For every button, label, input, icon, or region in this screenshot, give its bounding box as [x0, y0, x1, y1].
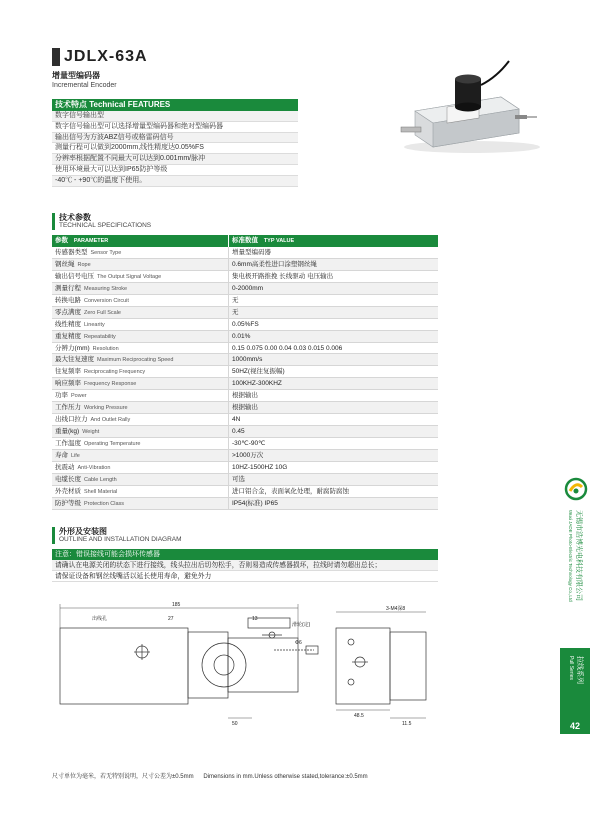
spec-value: 100KHZ-300KHZ: [228, 378, 438, 389]
spec-param: [52, 438, 228, 449]
footer-en: Dimensions in mm.Unless otherwise stated,tolerance:±0.5mm: [203, 774, 368, 780]
feature-item: 数字信号输出型: [52, 111, 298, 122]
spec-param-en: Protection Class: [84, 500, 125, 507]
spec-row: [52, 247, 438, 259]
spec-row: [52, 426, 438, 438]
value-header-en: TYP VALUE: [263, 238, 295, 244]
spec-param: [52, 366, 228, 377]
spec-value: IP54(标准) IP65: [228, 498, 438, 509]
specifications-table: [52, 235, 438, 510]
spec-param-en: Working Pressure: [84, 405, 128, 412]
spec-param: [52, 486, 228, 497]
spec-row: [52, 319, 438, 331]
dim-total: 185: [172, 602, 181, 608]
spec-param-cn: 外壳材质: [55, 487, 81, 495]
spec-row: [52, 438, 438, 450]
param-column-header: [52, 235, 228, 247]
dim-thread: 3-M4深8: [386, 606, 406, 612]
spec-param-en: Weight: [82, 429, 100, 436]
spec-param: [52, 462, 228, 473]
spec-param: [52, 319, 228, 330]
spec-param-cn: 线性精度: [55, 320, 81, 328]
spec-value: >1000万次: [228, 450, 438, 461]
spec-row: [52, 307, 438, 319]
spec-param-en: The Output Signal Voltage: [97, 273, 162, 280]
spec-row: [52, 402, 438, 414]
spec-value: 无: [228, 307, 438, 318]
spec-param: [52, 414, 228, 425]
encoder-disc: [202, 643, 246, 687]
spec-param: [52, 450, 228, 461]
product-photo: [397, 51, 547, 156]
spec-param-en: Anti-Vibration: [77, 464, 111, 471]
pulley-label: 滑轮(定): [292, 622, 311, 628]
spec-param-cn: 分辨力(mm): [55, 344, 90, 352]
spec-param-en: Sensor Type: [90, 250, 122, 256]
company-name-cn: 无锡市浩博光电科技有限公司: [575, 510, 582, 601]
notes-list: [52, 560, 438, 582]
company-name-en: Wuxi JADE Photo-Electric Technology Co.,Ltd: [568, 510, 573, 602]
dim-side: 50: [232, 721, 238, 726]
front-view-body: [60, 628, 188, 704]
spec-param-en: And Outlet Rally: [90, 417, 131, 424]
param-header-en: PARAMETER: [73, 238, 109, 244]
spec-value: 0.45: [228, 426, 438, 437]
outline-drawing: [52, 598, 442, 726]
spec-param: [52, 259, 228, 270]
spec-param-en: Life: [71, 452, 80, 459]
spec-value: 进口铝合金，表面氧化处理，耐腐防腐蚀: [228, 486, 438, 497]
spec-row: [52, 271, 438, 283]
company-logo-icon: [564, 477, 588, 501]
note-line: 请确认在电源关闭的状态下进行接线，线头拉出后切勿松手，否则易造成传感器损坏，拉线时请勿超出总长；: [52, 560, 438, 571]
series-name-en: Pull Series: [568, 656, 574, 680]
product-type-en: Incremental Encoder: [52, 82, 117, 89]
features-heading: 技术特点 Technical FEATURES: [52, 99, 298, 111]
spec-param-en: Frequency Response: [84, 381, 137, 388]
title-block: [52, 48, 148, 89]
spec-value: 10HZ-1500HZ 10G: [228, 462, 438, 473]
spec-param-cn: 工作压力: [55, 404, 81, 412]
technical-features: [52, 99, 298, 187]
spec-value: 1000mm/s: [228, 354, 438, 365]
wiring-notes: [52, 549, 438, 582]
spec-value: 根据输出: [228, 402, 438, 413]
value-header-cn: 标准数值: [232, 237, 258, 244]
spec-param-en: Repeatability: [84, 333, 116, 340]
spec-row: [52, 450, 438, 462]
spec-param-en: Conversion Circuit: [84, 297, 129, 304]
feature-item: -40℃ - +90℃的温度下使用。: [52, 176, 298, 187]
spec-param-cn: 响应频率: [55, 380, 81, 388]
spec-param-cn: 功率: [55, 392, 68, 400]
spec-param-cn: 钢丝绳: [55, 260, 75, 268]
feature-item: 测量行程可以做到2000mm,线性精度达0.05%FS: [52, 143, 298, 154]
dim-right-width: 48.5: [354, 713, 364, 719]
spec-param: [52, 307, 228, 318]
spec-param-cn: 重量(kg): [55, 428, 80, 436]
spec-param-cn: 防护等级: [55, 499, 81, 507]
param-header-cn: 参数: [55, 237, 68, 244]
spec-param-cn: 抗震动: [55, 463, 75, 471]
spec-param: [52, 498, 228, 509]
spec-row: [52, 366, 438, 378]
spec-row: [52, 390, 438, 402]
spec-row: [52, 486, 438, 498]
title-row: [52, 48, 148, 66]
spec-row: [52, 259, 438, 271]
spec-param-en: Rope: [77, 261, 91, 268]
spec-param: [52, 474, 228, 485]
spec-param: [52, 343, 228, 354]
spec-row: [52, 343, 438, 355]
feature-item: 数字信号输出型可以选择增量型编码器和绝对型编码器: [52, 122, 298, 133]
spec-param: [52, 354, 228, 365]
spec-row: [52, 295, 438, 307]
spec-value: -30℃-90℃: [228, 438, 438, 449]
spec-param-cn: 输出信号电压: [55, 272, 94, 280]
spec-value: 可选: [228, 474, 438, 485]
spec-param-cn: 零点满度: [55, 308, 81, 316]
spec-param-cn: 转换电路: [55, 296, 81, 304]
dim-small: 13: [252, 616, 258, 622]
features-list: [52, 111, 298, 187]
spec-row: [52, 354, 438, 366]
product-model: JDLX-63A: [64, 48, 148, 65]
spec-row: [52, 378, 438, 390]
spec-value: 50HZ(视往复振幅): [228, 366, 438, 377]
spec-param-cn: 工作温度: [55, 440, 81, 447]
spec-param-cn: 电缆长度: [55, 475, 81, 483]
cable-outlet-label: 出线孔: [92, 616, 108, 622]
note-line: 请保证设备和钢丝线嘴活以延长使用寿命，避免外力: [52, 571, 438, 582]
wiring-warning: 注意：错误接线可能会损坏传感器: [52, 549, 438, 560]
spec-param-en: Maximum Reciprocating Speed: [97, 357, 174, 364]
spec-param: [52, 331, 228, 342]
spec-param-en: Linearity: [84, 321, 105, 328]
section-marker: [52, 213, 55, 230]
spec-param: [52, 378, 228, 389]
spec-row: [52, 474, 438, 486]
spec-value: 0.6mm高柔性进口涂塑钢丝绳: [228, 259, 438, 270]
feature-item: 分辨率根据配置不同最大可以达到0.001mm/脉冲: [52, 154, 298, 165]
product-type-cn: 增量型编码器: [52, 71, 100, 80]
specs-section-heading: [52, 213, 151, 230]
feature-item: 使用环境最大可以达到IP65防护等级: [52, 165, 298, 176]
spec-value: 0.05%FS: [228, 319, 438, 330]
footer-cn: 尺寸单位为毫米，若无特别说明，尺寸公差为±0.5mm: [52, 774, 194, 780]
spec-value: 根据输出: [228, 390, 438, 401]
section-marker: [52, 527, 55, 544]
value-column-header: [228, 235, 438, 247]
spec-param-en: Resolution: [92, 345, 119, 352]
outline-title-en: OUTLINE AND INSTALLATION DIAGRAM: [59, 536, 182, 543]
spec-param: [52, 426, 228, 437]
series-name-cn: 拉线系列: [576, 656, 583, 684]
spec-param-en: Reciprocating Frequency: [84, 369, 146, 376]
spec-param-cn: 重复精度: [55, 332, 81, 340]
outline-section-heading: [52, 527, 182, 544]
company-name-vertical: [559, 508, 589, 643]
dim-right-small: 11.5: [402, 721, 412, 726]
spec-param: [52, 271, 228, 282]
spec-param: [52, 390, 228, 401]
spec-row: [52, 462, 438, 474]
spec-table-header: [52, 235, 438, 247]
spec-param-en: Zero Full Scale: [84, 309, 121, 316]
spec-row: [52, 331, 438, 343]
footer-note: [52, 771, 368, 780]
feature-item: 输出信号为方波ABZ信号或格雷码信号: [52, 133, 298, 144]
spec-value: 增量型编码器: [228, 247, 438, 258]
spec-value: 0-2000mm: [228, 283, 438, 294]
spec-row: [52, 283, 438, 295]
outline-title-cn: 外形及安装图: [59, 527, 107, 536]
dim-diameter: Φ6: [295, 640, 302, 646]
spec-param-en: Measuring Stroke: [84, 285, 128, 292]
spec-param-en: Operating Temperature: [84, 441, 141, 447]
spec-value: 集电极开路推挽 长线驱动 电压输出: [228, 271, 438, 282]
spec-param: [52, 283, 228, 294]
spec-table-body: [52, 247, 438, 510]
spec-param-cn: 测量行程: [55, 284, 81, 292]
spec-param-en: Power: [71, 393, 87, 400]
spec-value: 无: [228, 295, 438, 306]
title-marker: [52, 48, 60, 66]
spec-param-cn: 传感器类型: [55, 249, 88, 256]
spec-row: [52, 498, 438, 510]
spec-param-cn: 最大往复速度: [55, 356, 94, 364]
spec-param: [52, 247, 228, 258]
spec-param-cn: 往复频率: [55, 368, 81, 376]
spec-value: 0.01%: [228, 331, 438, 342]
spec-param-cn: 寿命: [55, 451, 68, 459]
spec-row: [52, 414, 438, 426]
spec-param-en: Cable Length: [84, 476, 117, 483]
spec-value: 4N: [228, 414, 438, 425]
page-number: 42: [560, 718, 590, 734]
dim-left: 27: [168, 616, 174, 622]
specs-title-cn: 技术参数: [59, 213, 91, 222]
spec-param: [52, 295, 228, 306]
spec-param-cn: 出线口拉力: [55, 416, 88, 424]
spec-param: [52, 402, 228, 413]
spec-param-en: Shell Material: [84, 488, 118, 495]
spec-value: 0.15 0.075 0.00 0.04 0.03 0.015 0.006: [228, 343, 438, 354]
specs-title-en: TECHNICAL SPECIFICATIONS: [59, 222, 152, 229]
